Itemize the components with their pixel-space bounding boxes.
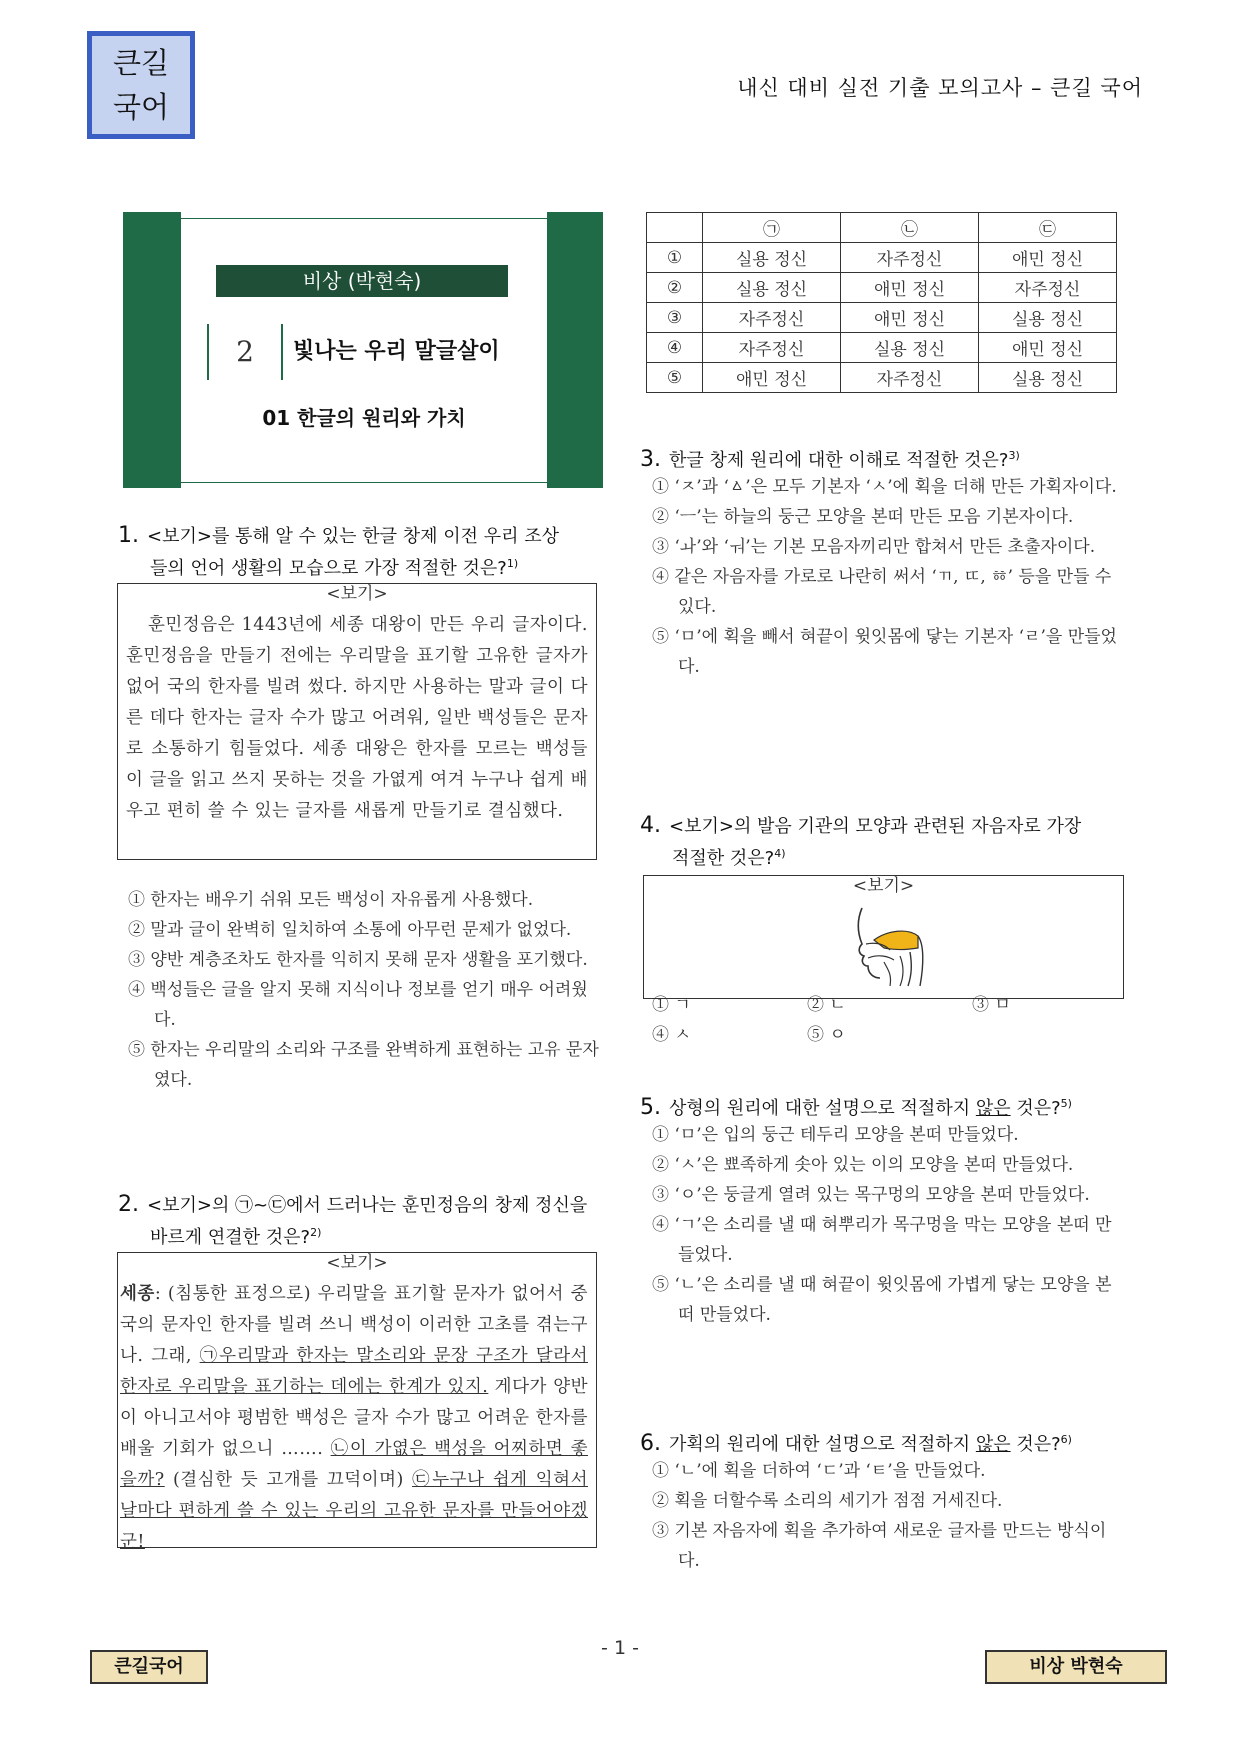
unit-number: 2: [207, 324, 283, 380]
question-text: <보기>를 통해 알 수 있는 한글 창제 이전 우리 조상: [147, 526, 560, 547]
option-5[interactable]: ⑤ ‘ㄴ’은 소리를 낼 때 혀끝이 윗잇몸에 가볍게 닿는 모양을 본떠 만들었다.: [652, 1275, 1112, 1325]
option-4[interactable]: ④ ‘ㄱ’은 소리를 낼 때 혀뿌리가 목구멍을 막는 모양을 본떠 만들었다.: [652, 1215, 1112, 1265]
option-3[interactable]: ③ ㅁ: [972, 995, 1011, 1015]
option-2[interactable]: ② ‘ㅡ’는 하늘의 둥근 모양을 본떠 만든 모음 기본자이다.: [652, 507, 1074, 527]
header-cell: ㉡: [841, 213, 979, 243]
example-box-title: <보기>: [852, 876, 915, 896]
table-row[interactable]: ③ 자주정신 애민 정신 실용 정신: [647, 303, 1117, 333]
option-3[interactable]: ③ 양반 계층조차도 한자를 익히지 못해 문자 생활을 포기했다.: [128, 950, 588, 970]
option-1[interactable]: ① ‘ㅈ’과 ‘ㅿ’은 모두 기본자 ‘ㅅ’에 획을 더해 만든 가획자이다.: [652, 477, 1117, 497]
question-text: 한글 창제 원리에 대한 이해로 적절한 것은?: [669, 450, 1009, 471]
underline-a: ㉠우리말과 한자는 말소리와 문장 구조가 달라서 한자로 우리말을 표기하는 데에는 한계가 있지.: [120, 1346, 589, 1397]
question-text-cont: 바르게 연결한 것은?: [150, 1227, 311, 1248]
footnote-mark: 1): [506, 557, 519, 570]
header-cell: ㉠: [703, 213, 841, 243]
q2-answer-table: [646, 212, 1117, 393]
question-number: 4.: [640, 813, 661, 838]
option-2[interactable]: ② ㄴ: [807, 995, 846, 1015]
option-1[interactable]: ① ㄱ: [652, 995, 691, 1015]
option-5[interactable]: ⑤ 한자는 우리말의 소리와 구조를 완벽하게 표현하는 고유 문자였다.: [128, 1040, 599, 1090]
question-4-header: [640, 812, 1124, 872]
q3-options: [652, 472, 1122, 682]
option-3[interactable]: ③ ‘ㅇ’은 둥글게 열려 있는 목구멍의 모양을 본떠 만들었다.: [652, 1185, 1090, 1205]
option-2[interactable]: ② 획을 더할수록 소리의 세기가 점점 거세진다.: [652, 1491, 1003, 1511]
logo-line-2: 국어: [112, 90, 170, 124]
footnote-mark: 2): [310, 1226, 322, 1239]
option-5[interactable]: ⑤ ㅇ: [807, 1025, 846, 1045]
option-1[interactable]: ① ‘ㅁ’은 입의 둥근 테두리 모양을 본떠 만들었다.: [652, 1125, 1019, 1145]
question-number: 1.: [118, 523, 139, 548]
logo-line-1: 큰길: [112, 46, 170, 80]
footnote-mark: 4): [774, 847, 786, 860]
question-text-cont: 들의 언어 생활의 모습으로 가장 적절한 것은?: [150, 558, 507, 579]
q6-options: [652, 1456, 1124, 1576]
unit-title: 빛나는 우리 말글살이: [293, 339, 500, 364]
question-number: 2.: [118, 1192, 139, 1217]
table-row[interactable]: ⑤ 애민 정신 자주정신 실용 정신: [647, 363, 1117, 393]
question-3-header: [640, 442, 1120, 474]
header-title: 내신 대비 실전 기출 모의고사 – 큰길 국어: [737, 76, 1143, 100]
q4-example-box: [643, 875, 1124, 999]
option-1[interactable]: ① 한자는 배우기 쉬워 모든 백성이 자유롭게 사용했다.: [128, 890, 534, 910]
question-number: 5.: [640, 1095, 661, 1120]
logo: [87, 31, 195, 139]
q2-example-box: [117, 1252, 597, 1552]
chapter-box: [123, 212, 603, 488]
question-text: <보기>의 ㉠~㉢에서 드러나는 훈민정음의 창제 정신을: [147, 1195, 588, 1216]
option-4[interactable]: ④ ㅅ: [652, 1025, 691, 1045]
option-1[interactable]: ① ‘ㄴ’에 획을 더하여 ‘ㄷ’과 ‘ㅌ’을 만들었다.: [652, 1461, 986, 1481]
dialogue-text: 세종: (침통한 표정으로) 우리말을 표기할 문자가 없어서 중국의 문자인 한자를 빌려 쓰니 백성이 이러한 고초를 겪는구나. 그래, ㉠우리말과 한자는 말소리와 문장 구조가 달라서 한자로 우리말을 표기하는 데에는 한계가 있지. 게다가 양반이 아니고서야 평범한 백성은 글자 수가 많고 어려운 한자를 배울 기회가 없으니 ……. ㉡이 가엾은 백성을 어찌하면 좋을까? (결심한 듯 고개를 끄덕이며) ㉢누구나 쉽게 익혀서 날마다 편하게 쓸 수 있는 우리의 고유한 문자를 만들어야겠군!: [120, 1284, 589, 1552]
example-box-text: 훈민정음은 1443년에 세종 대왕이 만든 우리 글자이다. 훈민정음을 만들기 전에는 우리말을 표기할 고유한 글자가 없어 국의 한자를 빌려 썼다. 하지만 사용하는 말과 글이 다른 데다 한자는 글자 수가 많고 어려워, 일반 백성들은 문자로 소통하기 힘들었다. 세종 대왕은 한자를 모르는 백성들이 글을 읽고 쓰지 못하는 것을 가엾게 여겨 누구나 쉽게 배우고 편히 쓸 수 있는 글자를 새롭게 만들기로 결심했다.: [126, 615, 588, 821]
speaker-name: 세종: [120, 1284, 155, 1304]
underline-c: ㉢누구나 쉽게 익혀서 날마다 편하게 쓸 수 있는 우리의 고유한 문자를 만들어야겠군!: [120, 1470, 588, 1552]
header-cell: [647, 213, 703, 243]
header-cell: ㉢: [979, 213, 1117, 243]
question-number: 6.: [640, 1431, 661, 1456]
question-number: 3.: [640, 447, 661, 472]
q5-options: [652, 1120, 1124, 1330]
option-4[interactable]: ④ 같은 자음자를 가로로 나란히 써서 ‘ㄲ, ㄸ, ㆅ’ 등을 만들 수 있다.: [652, 567, 1112, 617]
question-6-header: 6. 가획의 원리에 대한 설명으로 적절하지 않은 것은?$^{6)}$: [640, 1431, 1072, 1456]
question-1-header: [118, 522, 604, 582]
q1-example-box: [117, 583, 597, 860]
option-3[interactable]: ③ 기본 자음자에 획을 추가하여 새로운 글자를 만드는 방식이다.: [652, 1521, 1107, 1571]
underline-b: ㉡이 가엾은 백성을 어찌하면 좋을까?: [120, 1439, 588, 1490]
table-row[interactable]: ④ 자주정신 실용 정신 애민 정신: [647, 333, 1117, 363]
question-text: <보기>의 발음 기관의 모양과 관련된 자음자로 가장: [669, 816, 1082, 837]
footer-brand-tag: 큰길국어: [90, 1650, 208, 1684]
example-box-title: <보기>: [326, 1253, 388, 1273]
footnote-mark: 3): [1008, 449, 1020, 462]
option-2[interactable]: ② ‘ㅅ’은 뾰족하게 솟아 있는 이의 모양을 본떠 만들었다.: [652, 1155, 1074, 1175]
table-header-row: [647, 213, 1117, 243]
page-number: - 1 -: [601, 1637, 639, 1659]
question-5-header: 5. 상형의 원리에 대한 설명으로 적절하지 않은 것은?$^{5)}$: [640, 1095, 1072, 1120]
question-2-header: [118, 1191, 604, 1251]
option-3[interactable]: ③ ‘ㅘ’와 ‘ㅝ’는 기본 모음자끼리만 합쳐서 만든 초출자이다.: [652, 537, 1096, 557]
publisher-band: 비상 (박현숙): [216, 265, 508, 297]
option-5[interactable]: ⑤ ‘ㅁ’에 획을 빼서 혀끝이 윗잇몸에 닿는 기본자 ‘ㄹ’을 만들었다.: [652, 627, 1117, 677]
speech-organ-illustration: [854, 904, 934, 990]
footnote-mark: 5): [1060, 1097, 1072, 1110]
table-row[interactable]: ① 실용 정신 자주정신 애민 정신: [647, 243, 1117, 273]
question-text-cont: 적절한 것은?: [672, 848, 775, 869]
chapter-inner: [181, 212, 547, 488]
q1-options: [128, 885, 600, 1095]
option-2[interactable]: ② 말과 글이 완벽히 일치하여 소통에 아무런 문제가 없었다.: [128, 920, 572, 940]
table-row[interactable]: ② 실용 정신 애민 정신 자주정신: [647, 273, 1117, 303]
example-box-title: <보기>: [326, 584, 388, 604]
footer-publisher-tag: 비상 박현숙: [985, 1650, 1167, 1684]
option-4[interactable]: ④ 백성들은 글을 알지 못해 지식이나 정보를 얻기 매우 어려웠다.: [128, 980, 588, 1030]
footnote-mark: 6): [1060, 1433, 1072, 1446]
lesson-title: 01 한글의 원리와 가치: [262, 406, 466, 430]
